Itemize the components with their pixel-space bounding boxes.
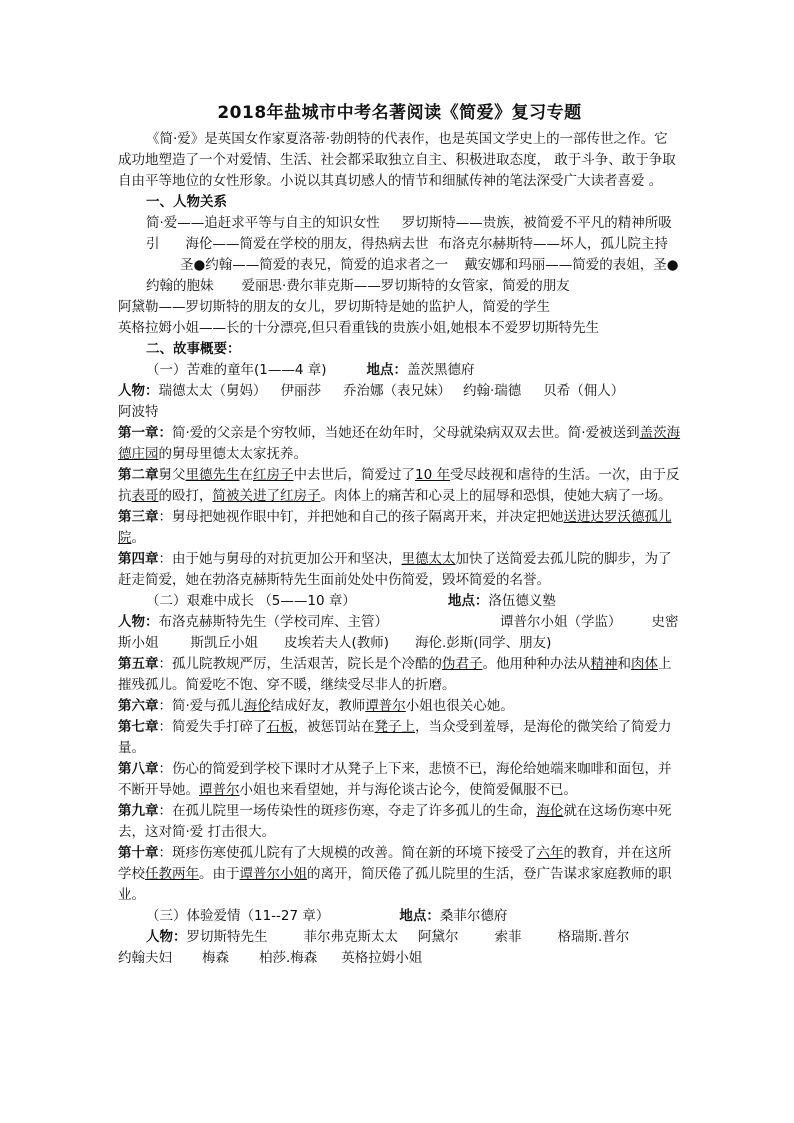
chapter-2 xyxy=(118,465,681,507)
person: 阿黛尔 xyxy=(418,929,459,945)
person: 格瑞斯.普尔 xyxy=(557,929,630,945)
chapter-10 xyxy=(118,843,681,906)
chapter-label: 第八章 xyxy=(118,761,159,777)
part1-people-label: 人物： xyxy=(118,383,159,399)
person: 英格拉姆小姐 xyxy=(341,950,423,966)
person: 贝希（佣人） xyxy=(543,383,625,399)
chapter-highlight: 肉体 xyxy=(631,656,658,672)
chapter-text: 小姐也来看望她，并与海伦谈古论今，使简爱佩服不已。 xyxy=(239,782,577,798)
chapter-text: 结成好友，教师 xyxy=(270,698,366,714)
part2-title: （二）艰难中成长 （5——10 章） xyxy=(146,593,356,609)
chapter-highlight: 谭普尔 xyxy=(199,782,240,798)
person: 海伦.彭斯(同学、朋友) xyxy=(415,635,552,651)
relation-jane: 简·爱——追赶求平等与自主的知识女性 xyxy=(146,215,380,231)
chapter-text: 的教育，并在这所学校 xyxy=(118,845,672,882)
chapter-label: 第七章 xyxy=(118,719,159,735)
chapter-text: 加快了送简爱去孤儿院的脚步，为了赶走简爱，她在勃洛克赫斯特先生面前处处中伤简爱，毁坏简爱的名誉。 xyxy=(118,551,672,588)
chapter-label: 第九章 xyxy=(118,803,159,819)
part2-people-label: 人物： xyxy=(118,614,159,630)
part2-place-label: 地点： xyxy=(447,593,489,609)
chapter-text: 小姐也很关心她。 xyxy=(405,698,514,714)
chapter-text: ：由于她与舅母的对抗更加公开和坚决， xyxy=(158,551,402,567)
person: 阿波特 xyxy=(118,404,159,420)
chapter-highlight: 任教两年 xyxy=(145,866,199,882)
chapter-text: 在 xyxy=(239,467,253,483)
chapter-text: 。肉体上的痛苦和心灵上的屈辱和恐惧，使她大病了一场。 xyxy=(320,488,672,504)
part3-people-cont xyxy=(118,948,681,969)
chapter-text: ：简爱失手打碎了 xyxy=(158,719,267,735)
part1-people xyxy=(118,381,681,423)
document-page xyxy=(118,98,681,969)
chapter-text: ：斑疹伤寒使孤儿院有了大规模的改善。简在新的环境下接受了 xyxy=(158,845,537,861)
section-heading-story: 二、故事概要： xyxy=(146,341,241,357)
chapter-9 xyxy=(118,801,681,843)
chapter-highlight: 谭普尔 xyxy=(365,698,406,714)
part3-people-label: 人物： xyxy=(146,929,187,945)
chapter-8 xyxy=(118,759,681,801)
chapter-text: 。他用种种办法从 xyxy=(482,656,591,672)
chapter-3 xyxy=(118,507,681,549)
person: 斯凯丘小姐 xyxy=(190,635,258,651)
person: 瑞德太太（舅妈） xyxy=(158,383,267,399)
chapter-1 xyxy=(118,423,681,465)
chapter-text: 舅父 xyxy=(158,467,186,483)
part2-heading xyxy=(118,591,681,612)
relation-adele: 阿黛勒——罗切斯特的朋友的女儿，罗切斯特是她的监护人，简爱的学生 xyxy=(118,299,550,315)
chapter-highlight: 表哥 xyxy=(131,488,159,504)
chapter-text: 的殴打， xyxy=(158,488,213,504)
person: 皮埃若夫人(教师) xyxy=(284,635,390,651)
section-heading-relations: 一、人物关系 xyxy=(146,194,227,210)
chapter-label: 第五章 xyxy=(118,656,159,672)
person: 布洛克赫斯特先生（学校司库、主管） xyxy=(158,614,388,630)
part1-place-label: 地点： xyxy=(366,362,408,378)
chapter-text: 。 xyxy=(131,530,145,546)
chapter-highlight: 红房子 xyxy=(253,467,294,483)
chapter-text: ：简·爱与孤儿 xyxy=(158,698,244,714)
chapter-5 xyxy=(118,654,681,696)
part1-title: （一）苦难的童年(1——4 章) xyxy=(146,362,327,378)
chapter-text: ，当众受到羞辱，是海伦的微笑给了简爱力量。 xyxy=(118,719,672,756)
chapter-text: 简·爱的父亲是个穷牧师，当她还在幼年时，父母就染病双双去世。简·爱被送到 xyxy=(172,425,640,441)
chapter-text: ，被惩罚站在 xyxy=(293,719,375,735)
chapter-text: 受尽歧视和虐待的生活。一次，由于反抗 xyxy=(118,467,680,504)
chapter-6 xyxy=(118,696,681,717)
chapter-text: 就在这场伤寒中死去，这对简·爱 打击很大。 xyxy=(118,803,672,840)
chapter-text: 中去世后，简爱过了 xyxy=(293,467,415,483)
chapter-highlight: 谭普尔小姐 xyxy=(239,866,307,882)
part3-heading xyxy=(118,906,681,927)
part2-people xyxy=(118,612,681,654)
person: 谭普尔小姐（学监） xyxy=(500,614,622,630)
relation-helen: 海伦——简爱在学校的朋友，得热病去世 xyxy=(185,236,429,252)
chapter-label: 第三章 xyxy=(118,509,159,525)
chapter-highlight: 石板 xyxy=(266,719,294,735)
part3-place: 桑菲尔德府 xyxy=(439,908,508,924)
person: 索菲 xyxy=(494,929,522,945)
chapter-text: ：孤儿院教规严厉，生活艰苦，院长是个冷酷的 xyxy=(158,656,442,672)
chapter-text: ：舅母把她视作眼中钉，并把她和自己的孩子隔离开来，并决定把她 xyxy=(158,509,564,525)
chapter-text: ：伤心的简爱到学校下课时才从凳子上下来，悲愤不已，海伦给她端来咖啡和面包，并不断开导她。 xyxy=(118,761,672,798)
person: 约翰·瑞德 xyxy=(463,383,522,399)
chapter-text: 和 xyxy=(617,656,631,672)
chapter-highlight: 伪君子 xyxy=(442,656,483,672)
chapter-highlight: 10 年 xyxy=(415,467,450,483)
chapter-text: 。由于 xyxy=(199,866,240,882)
part3-title: （三）体验爱情（11--27 章） xyxy=(146,908,330,924)
relation-fairfax: 爱丽思·费尔菲克斯——罗切斯特的女管家，简爱的朋友 xyxy=(241,278,570,294)
chapter-highlight: 盖茨海德庄园 xyxy=(118,425,681,462)
chapter-highlight: 凳子上 xyxy=(374,719,415,735)
chapter-highlight: 简被关进了红房子 xyxy=(212,488,321,504)
person: 史密斯小姐 xyxy=(118,614,679,651)
chapter-label: 第一章： xyxy=(118,425,172,441)
person: 罗切斯特先生 xyxy=(186,929,268,945)
person: 梅森 xyxy=(202,950,229,966)
chapter-7 xyxy=(118,717,681,759)
person: 约翰夫妇 xyxy=(118,950,172,966)
chapter-text: 的离开，简厌倦了孤儿院里的生活，登广告谋求家庭教师的职业。 xyxy=(118,866,672,903)
person: 菲尔弗克斯太太 xyxy=(303,929,398,945)
chapter-text: 上摧残孤儿。简爱吃不饱、穿不暖，继续受尽非人的折磨。 xyxy=(118,656,672,693)
person: 乔治娜（表兄妹） xyxy=(343,383,451,399)
relation-diana-mary: 戴安娜和玛丽——简爱的表姐，圣●约翰的胞妹 xyxy=(146,257,679,294)
relation-brocklehurst: 布洛克尔赫斯特——坏人，孤儿院主持 xyxy=(438,236,668,252)
person: 伊丽莎 xyxy=(280,383,321,399)
chapter-text: 的舅母里德太太家抚养。 xyxy=(158,446,307,462)
chapter-label: 第四章 xyxy=(118,551,159,567)
part3-place-label: 地点： xyxy=(399,908,440,924)
chapter-highlight: 里德太太 xyxy=(401,551,456,567)
part2-place: 洛伍德义塾 xyxy=(488,593,556,609)
relation-ingram: 英格拉姆小姐——长的十分漂亮,但只看重钱的贵族小姐,她根本不爱罗切斯特先生 xyxy=(118,320,600,336)
chapter-label: 第六章 xyxy=(118,698,159,714)
part1-place: 盖茨黑德府 xyxy=(407,362,475,378)
chapter-4 xyxy=(118,549,681,591)
relation-rochester: 罗切斯特——贵族，被简爱不平凡的精神所吸引 xyxy=(146,215,672,252)
page-title: 2018年盐城市中考名著阅读《简爱》复习专题 xyxy=(217,103,582,123)
chapter-highlight: 精神 xyxy=(590,656,618,672)
chapter-highlight: 六年 xyxy=(536,845,564,861)
relations-block xyxy=(118,213,681,297)
person: 柏莎.梅森 xyxy=(259,950,318,966)
chapter-highlight: 送进达罗沃德孤儿院 xyxy=(118,509,672,546)
chapter-highlight: 里德先生 xyxy=(185,467,240,483)
chapter-label: 第二章 xyxy=(118,467,159,483)
chapter-label: 第十章 xyxy=(118,845,159,861)
chapter-highlight: 海伦 xyxy=(536,803,564,819)
relation-st-john: 圣●约翰——简爱的表兄，简爱的追求者之一 xyxy=(180,257,449,273)
part1-heading xyxy=(118,360,681,381)
part3-people xyxy=(118,927,681,948)
chapter-highlight: 海伦 xyxy=(243,698,271,714)
intro-paragraph: 《简·爱》是英国女作家夏洛蒂·勃朗特的代表作，也是英国文学史上的一部传世之作。它成功地塑造了一个对爱情、生活、社会都采取独立自主、积极进取态度， 敢于斗争、敢于争取自由平等地位的女性形象。小说以其真切感人的情节和细腻传神的笔法深受广大读者喜爱 。 xyxy=(118,131,676,189)
chapter-text: ：在孤儿院里一场传染性的斑疹伤寒，夺走了许多孤儿的生命， xyxy=(158,803,537,819)
